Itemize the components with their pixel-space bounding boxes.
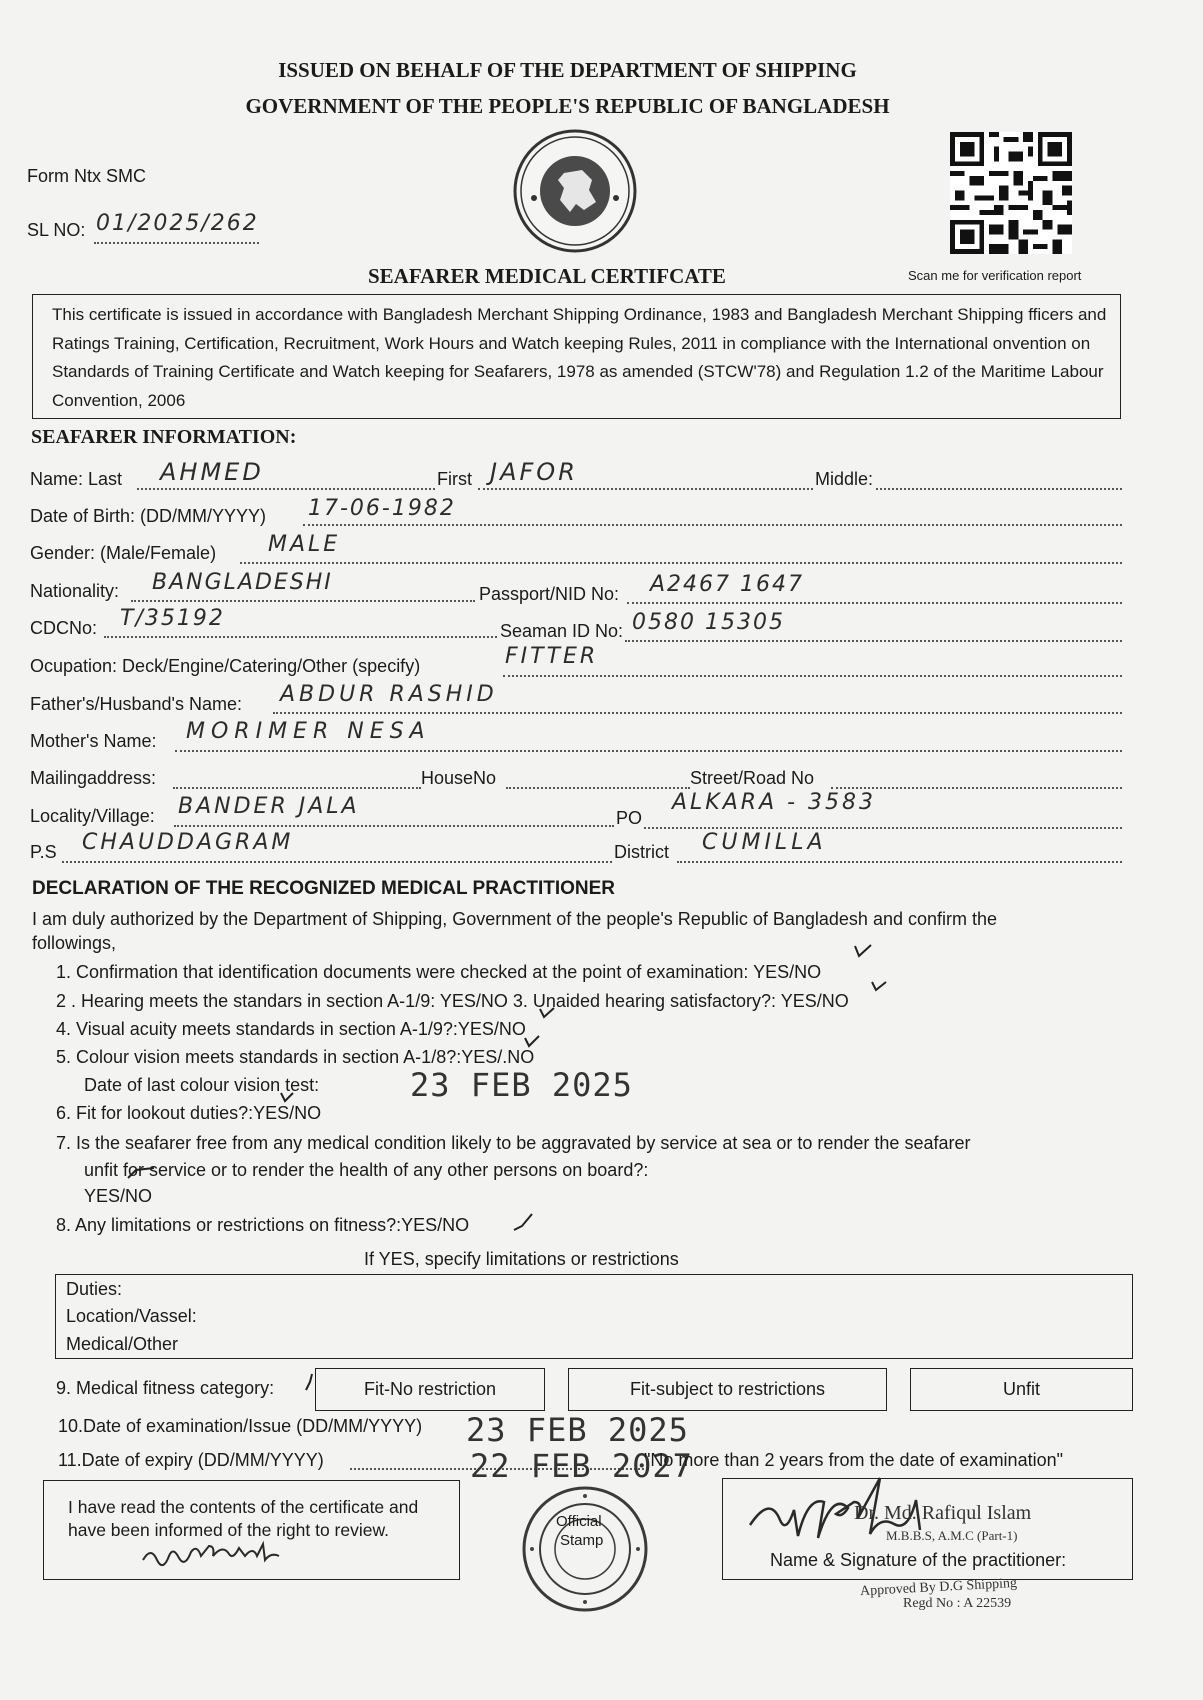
locality-value: BANDER JALA (178, 794, 360, 819)
declaration-item-2-3: 2 . Hearing meets the standars in section A-1/9: YES/NO 3. Unaided hearing satisfactory?: YES/NO (56, 991, 849, 1011)
declaration-item-6: 6. Fit for lookout duties?:YES/NO (56, 1103, 322, 1123)
if-yes-label: If YES, specify limitations or restrictions (364, 1249, 679, 1269)
ps-label: P.S (30, 842, 57, 862)
doctor-name: Dr. Md. Rafiqul Islam (854, 1502, 1032, 1524)
mother-name-label: Mother's Name: (30, 731, 157, 751)
fitness-category-label: 9. Medical fitness category: (56, 1378, 275, 1398)
name-first-label: First (437, 469, 472, 489)
seaman-id-value: 0580 15305 (632, 610, 785, 635)
limitations-box (55, 1274, 1133, 1359)
declaration-item-7: 7. Is the seafarer free from any medical condition likely to be aggravated by service at sea or to render the seafarer (56, 1133, 971, 1153)
official-stamp (520, 1484, 650, 1614)
seafarer-info-heading: SEAFARER INFORMATION: (31, 426, 297, 448)
medical-other-label: Medical/Other (66, 1334, 179, 1354)
cdc-label: CDCNo: (30, 618, 98, 638)
name-first-value: JAFOR (490, 458, 578, 486)
header-line-2: GOVERNMENT OF THE PEOPLE'S REPUBLIC OF BANGLADESH (245, 94, 890, 118)
exam-date-label: 10.Date of examination/Issue (DD/MM/YYYY) (58, 1416, 423, 1436)
name-last-value: AHMED (160, 458, 264, 486)
ps-value: CHAUDDAGRAM (82, 830, 294, 855)
declaration-item-8: 8. Any limitations or restrictions on fitness?:YES/NO (56, 1215, 470, 1235)
expiry-date-label: 11.Date of expiry (DD/MM/YYYY) (58, 1450, 324, 1470)
declaration-item-5: 5. Colour vision meets standards in section A-1/8?:YES/.NO (56, 1047, 535, 1067)
father-name-label: Father's/Husband's Name: (30, 694, 242, 714)
declaration-item-7-cont: unfit for service or to render the health of any other persons on board?: (84, 1160, 649, 1180)
government-seal (512, 128, 638, 254)
dob-label: Date of Birth: (DD/MM/YYYY) (30, 506, 267, 526)
location-vessel-label: Location/Vassel: (66, 1306, 197, 1326)
qr-code[interactable] (950, 132, 1072, 254)
doctor-qualifications: M.B.B.S, A.M.C (Part-1) (886, 1528, 1018, 1543)
signature-label: Name & Signature of the practitioner: (770, 1550, 1067, 1570)
exam-date-stamp: 23 FEB 2025 (466, 1411, 689, 1449)
expiry-note: "No more than 2 years from the date of examination" (644, 1450, 1063, 1470)
district-label: District (614, 842, 669, 862)
house-no-label: HouseNo (421, 768, 497, 788)
occupation-value: FITTER (505, 644, 599, 669)
name-last-label: Name: Last (30, 469, 123, 489)
approved-by: Approved By D.G Shipping (859, 1575, 1018, 1600)
gender-value: MALE (268, 532, 341, 557)
declaration-item-7-answer: YES/NO (84, 1186, 153, 1206)
declaration-item-4: 4. Visual acuity meets standards in section A-1/9?:YES/NO (56, 1019, 526, 1039)
official-stamp-line-1: Official (556, 1513, 602, 1530)
fit-no-restriction-option[interactable]: Fit-No restriction (315, 1368, 545, 1411)
father-name-value: ABDUR RASHID (280, 682, 498, 707)
street-road-label: Street/Road No (690, 768, 815, 788)
official-stamp-line-2: Stamp (560, 1532, 604, 1549)
nationality-value: BANGLADESHI (152, 570, 333, 595)
mailing-address-label: Mailingaddress: (30, 768, 157, 788)
intro-text: This certificate is issued in accordance with Bangladesh Merchant Shipping Ordinance, 1983 and Bangladesh Merchant Shipping fficers and Ratings Training, Certification, Recruitment, Work Hours and Watch keeping Rules, 2011 in compliance with the International onvention on Standards of Training Certificate and Watch keeping for Seafarers, 1978 as amended (STCW'78) and Regulation 1.2 of the Maritime Labour Convention, 2006 (52, 305, 1107, 410)
acknowledgement-text: I have read the contents of the certificate and have been informed of the right to review. (68, 1497, 419, 1540)
seafarer-signature (138, 1538, 298, 1578)
registration-number: Regd No : A 22539 (903, 1596, 1012, 1611)
qr-caption: Scan me for verification report (908, 268, 1082, 283)
fit-subject-to-restrictions-option[interactable]: Fit-subject to restrictions (568, 1368, 887, 1411)
passport-value: A2467 1647 (650, 572, 805, 597)
cdc-value: T/35192 (120, 606, 225, 631)
form-code: Form Ntx SMC (27, 166, 146, 186)
serial-number-value: 01/2025/262 (96, 211, 259, 236)
unfit-option[interactable]: Unfit (910, 1368, 1133, 1411)
serial-number-label: SL NO: (27, 220, 86, 240)
seaman-id-label: Seaman ID No: (500, 621, 624, 641)
certificate-title: SEAFARER MEDICAL CERTIFCATE (368, 264, 726, 288)
po-label: PO (616, 808, 643, 828)
district-value: CUMILLA (702, 830, 827, 855)
dob-value: 17-06-1982 (308, 496, 456, 521)
declaration-intro: I am duly authorized by the Department of Shipping, Government of the people's Republic of Bangladesh and confirm the followings, (32, 909, 998, 953)
header-line-1: ISSUED ON BEHALF OF THE DEPARTMENT OF SHIPPING (278, 58, 857, 82)
nationality-label: Nationality: (30, 581, 120, 601)
expiry-date-stamp: 22 FEB 2027 (470, 1447, 693, 1485)
locality-label: Locality/Village: (30, 806, 155, 826)
name-middle-label: Middle: (815, 469, 874, 489)
declaration-item-1: 1. Confirmation that identification documents were checked at the point of examination: YES/NO (56, 962, 822, 982)
gender-label: Gender: (Male/Female) (30, 543, 217, 563)
mother-name-value: MORIMER NESA (186, 719, 431, 744)
declaration-heading: DECLARATION OF THE RECOGNIZED MEDICAL PRACTITIONER (32, 878, 616, 899)
passport-label: Passport/NID No: (479, 584, 620, 604)
occupation-label: Ocupation: Deck/Engine/Catering/Other (specify) (30, 656, 421, 676)
colour-vision-test-date: 23 FEB 2025 (410, 1066, 633, 1104)
po-value: ALKARA - 3583 (672, 790, 877, 815)
colour-vision-test-label: Date of last colour vision test: (84, 1075, 320, 1095)
duties-label: Duties: (66, 1279, 123, 1299)
